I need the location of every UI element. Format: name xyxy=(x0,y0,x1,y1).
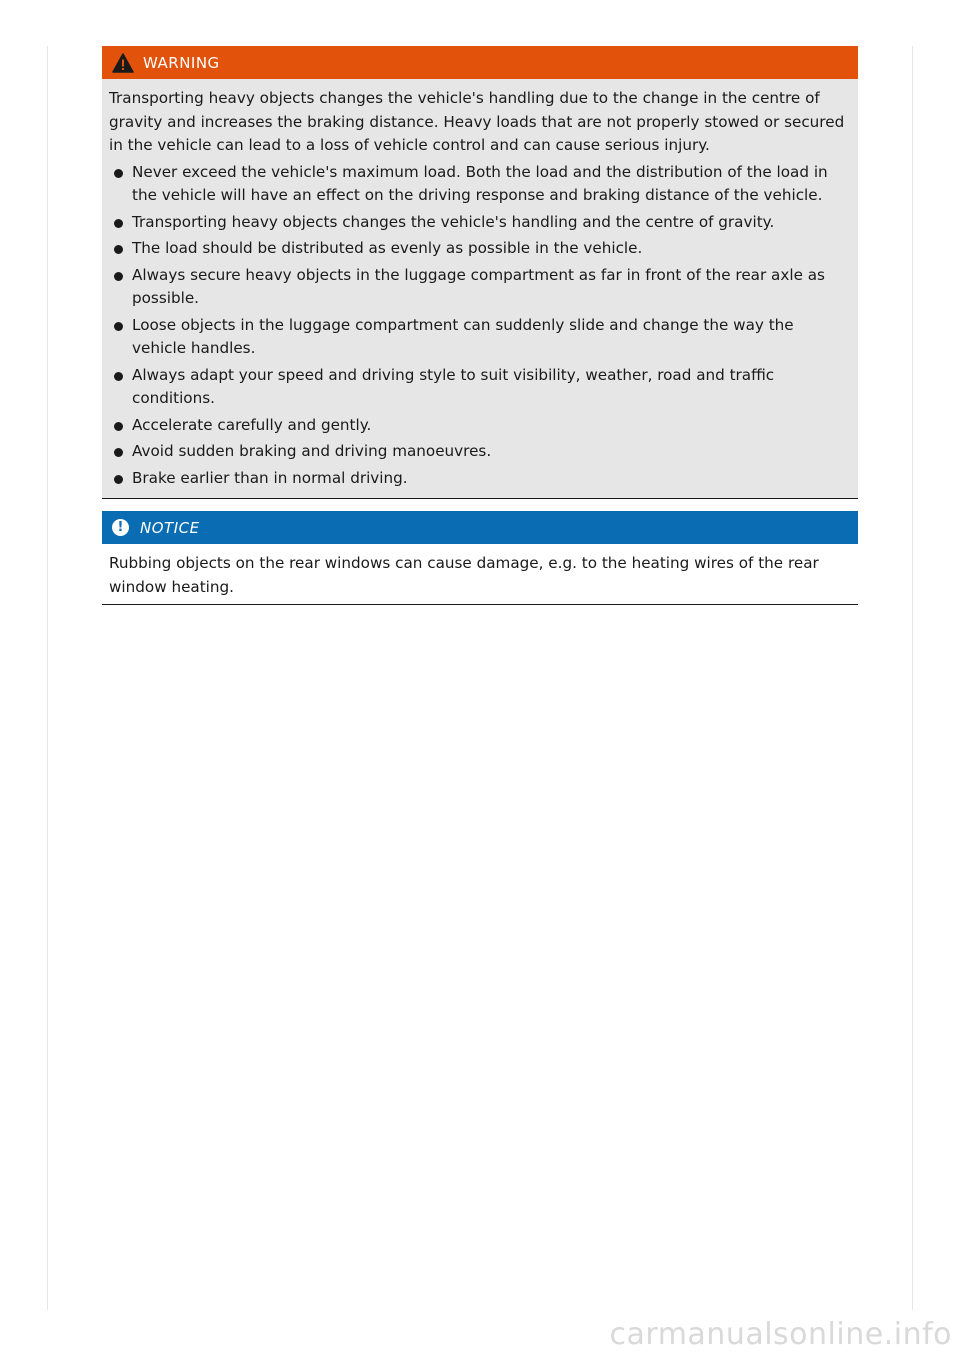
notice-box xyxy=(102,511,858,605)
warning-bullet: Accelerate carefully and gently. xyxy=(109,414,848,438)
page-content xyxy=(102,46,858,605)
notice-header xyxy=(102,511,858,544)
warning-bullet: Always adapt your speed and driving style to suit visibility, weather, road and traffic conditions. xyxy=(109,364,848,411)
warning-triangle-icon xyxy=(112,53,134,73)
warning-bullet: Always secure heavy objects in the luggage compartment as far in front of the rear axle as possible. xyxy=(109,264,848,311)
right-margin-rule xyxy=(912,46,913,1310)
notice-text: Rubbing objects on the rear windows can cause damage, e.g. to the heating wires of the rear window heating. xyxy=(109,554,819,596)
warning-bullet: Brake earlier than in normal driving. xyxy=(109,467,848,491)
warning-box xyxy=(102,46,858,499)
warning-bullet: Never exceed the vehicle's maximum load. Both the load and the distribution of the load in the vehicle will have an effect on the driving response and braking distance of the vehicle. xyxy=(109,161,848,208)
warning-body xyxy=(102,79,858,499)
warning-bullet: Loose objects in the luggage compartment can suddenly slide and change the way the vehicle handles. xyxy=(109,314,848,361)
warning-intro: Transporting heavy objects changes the vehicle's handling due to the change in the centre of gravity and increases the braking distance. Heavy loads that are not properly stowed or secured in the vehicle can lead to a loss of vehicle control and can cause serious injury. xyxy=(109,89,845,154)
notice-body xyxy=(102,544,858,605)
warning-bullet: Avoid sudden braking and driving manoeuvres. xyxy=(109,440,848,464)
warning-bullet: Transporting heavy objects changes the vehicle's handling and the centre of gravity. xyxy=(109,211,848,235)
watermark: carmanualsonline.info xyxy=(609,1317,952,1352)
notice-title: NOTICE xyxy=(140,518,200,537)
exclamation-circle-icon: ! xyxy=(112,519,129,536)
warning-title: WARNING xyxy=(143,53,220,72)
warning-bullet: The load should be distributed as evenly as possible in the vehicle. xyxy=(109,237,848,261)
left-margin-rule xyxy=(47,46,48,1310)
warning-header xyxy=(102,46,858,79)
warning-bullet-list xyxy=(109,161,848,491)
